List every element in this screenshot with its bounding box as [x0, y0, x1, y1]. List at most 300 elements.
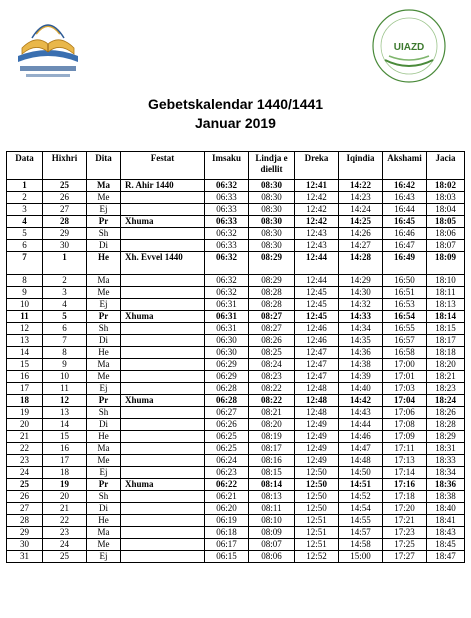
cell-hixhri: 9	[43, 359, 87, 371]
cell-festat	[121, 371, 205, 383]
cell-akshami: 16:44	[383, 204, 427, 216]
cell-lindja: 08:13	[249, 491, 295, 503]
cell-dreka: 12:51	[295, 527, 339, 539]
cell-jacia: 18:02	[427, 180, 465, 192]
cell-dreka: 12:52	[295, 551, 339, 563]
cell-festat: Xhuma	[121, 395, 205, 407]
cell-data: 29	[7, 527, 43, 539]
cell-festat	[121, 419, 205, 431]
cell-iqindia: 14:54	[339, 503, 383, 515]
cell-hixhri: 3	[43, 287, 87, 299]
cell-hixhri: 17	[43, 455, 87, 467]
cell-dreka: 12:50	[295, 491, 339, 503]
table-row	[7, 419, 465, 431]
cell-dita: Pr	[87, 216, 121, 228]
cell-dita: Di	[87, 240, 121, 252]
table-row	[7, 192, 465, 204]
table-row	[7, 527, 465, 539]
cell-imsaku: 06:32	[205, 275, 249, 287]
cell-imsaku: 06:32	[205, 287, 249, 299]
cell-festat	[121, 467, 205, 479]
cell-jacia: 18:29	[427, 431, 465, 443]
cell-data: 31	[7, 551, 43, 563]
cell-dita: Ej	[87, 383, 121, 395]
cell-iqindia: 14:22	[339, 180, 383, 192]
cell-dita: Ej	[87, 467, 121, 479]
cell-festat	[121, 204, 205, 216]
cell-data: 12	[7, 323, 43, 335]
table-row	[7, 216, 465, 228]
cell-dreka: 12:48	[295, 395, 339, 407]
table-row	[7, 407, 465, 419]
cell-dita: He	[87, 347, 121, 359]
cell-dreka: 12:46	[295, 323, 339, 335]
cell-festat	[121, 527, 205, 539]
cell-lindja: 08:19	[249, 431, 295, 443]
cell-data: 26	[7, 491, 43, 503]
cell-hixhri: 26	[43, 192, 87, 204]
cell-hixhri: 27	[43, 204, 87, 216]
cell-hixhri: 13	[43, 407, 87, 419]
cell-data: 24	[7, 467, 43, 479]
cell-iqindia: 14:26	[339, 228, 383, 240]
cell-hixhri: 23	[43, 527, 87, 539]
table-row	[7, 240, 465, 252]
table-row	[7, 551, 465, 563]
cell-dita: He	[87, 252, 121, 275]
cell-akshami: 16:58	[383, 347, 427, 359]
cell-jacia: 18:04	[427, 204, 465, 216]
cell-festat	[121, 228, 205, 240]
cell-data: 1	[7, 180, 43, 192]
cell-dreka: 12:50	[295, 479, 339, 491]
cell-lindja: 08:06	[249, 551, 295, 563]
cell-dreka: 12:41	[295, 180, 339, 192]
cell-festat: R. Ahir 1440	[121, 180, 205, 192]
cell-imsaku: 06:23	[205, 467, 249, 479]
cell-dita: Ma	[87, 275, 121, 287]
cell-imsaku: 06:30	[205, 347, 249, 359]
cell-data: 19	[7, 407, 43, 419]
table-row	[7, 228, 465, 240]
cell-jacia: 18:41	[427, 515, 465, 527]
cell-lindja: 08:23	[249, 371, 295, 383]
cell-festat	[121, 515, 205, 527]
cell-imsaku: 06:30	[205, 335, 249, 347]
cell-imsaku: 06:31	[205, 323, 249, 335]
cell-festat	[121, 335, 205, 347]
cell-festat	[121, 539, 205, 551]
table-row	[7, 311, 465, 323]
cell-data: 27	[7, 503, 43, 515]
cell-hixhri: 15	[43, 431, 87, 443]
cell-akshami: 17:04	[383, 395, 427, 407]
cell-dreka: 12:45	[295, 287, 339, 299]
cell-iqindia: 14:25	[339, 216, 383, 228]
cell-data: 28	[7, 515, 43, 527]
cell-dita: Me	[87, 371, 121, 383]
cell-iqindia: 14:40	[339, 383, 383, 395]
cell-akshami: 17:21	[383, 515, 427, 527]
cell-festat	[121, 503, 205, 515]
cell-festat	[121, 299, 205, 311]
cell-dita: Di	[87, 335, 121, 347]
cell-lindja: 08:24	[249, 359, 295, 371]
logo-text: UIAZD	[393, 42, 425, 53]
cell-hixhri: 22	[43, 515, 87, 527]
cell-iqindia: 14:33	[339, 311, 383, 323]
cell-data: 18	[7, 395, 43, 407]
cell-data: 30	[7, 539, 43, 551]
table-row	[7, 275, 465, 287]
cell-akshami: 16:49	[383, 252, 427, 275]
cell-imsaku: 06:32	[205, 180, 249, 192]
col-header-iqindia: Iqindia	[339, 152, 383, 180]
cell-hixhri: 1	[43, 252, 87, 275]
cell-lindja: 08:20	[249, 419, 295, 431]
cell-dreka: 12:49	[295, 431, 339, 443]
cell-lindja: 08:30	[249, 216, 295, 228]
cell-akshami: 16:57	[383, 335, 427, 347]
cell-dita: Di	[87, 419, 121, 431]
cell-iqindia: 14:35	[339, 335, 383, 347]
cell-jacia: 18:05	[427, 216, 465, 228]
cell-akshami: 16:53	[383, 299, 427, 311]
cell-dita: He	[87, 431, 121, 443]
cell-akshami: 17:11	[383, 443, 427, 455]
cell-data: 2	[7, 192, 43, 204]
cell-dreka: 12:44	[295, 275, 339, 287]
cell-lindja: 08:16	[249, 455, 295, 467]
cell-festat: Xhuma	[121, 479, 205, 491]
cell-dreka: 12:49	[295, 443, 339, 455]
cell-lindja: 08:25	[249, 347, 295, 359]
cell-hixhri: 28	[43, 216, 87, 228]
cell-festat	[121, 323, 205, 335]
cell-jacia: 18:20	[427, 359, 465, 371]
cell-dita: Ma	[87, 180, 121, 192]
cell-hixhri: 20	[43, 491, 87, 503]
cell-lindja: 08:28	[249, 287, 295, 299]
cell-data: 5	[7, 228, 43, 240]
cell-dreka: 12:50	[295, 503, 339, 515]
cell-imsaku: 06:29	[205, 359, 249, 371]
cell-lindja: 08:29	[249, 252, 295, 275]
cell-imsaku: 06:33	[205, 216, 249, 228]
cell-dita: Me	[87, 539, 121, 551]
cell-imsaku: 06:26	[205, 419, 249, 431]
cell-jacia: 18:24	[427, 395, 465, 407]
cell-iqindia: 14:30	[339, 287, 383, 299]
cell-iqindia: 15:00	[339, 551, 383, 563]
cell-hixhri: 5	[43, 311, 87, 323]
cell-data: 13	[7, 335, 43, 347]
cell-iqindia: 14:34	[339, 323, 383, 335]
cell-festat	[121, 443, 205, 455]
cell-iqindia: 14:29	[339, 275, 383, 287]
cell-imsaku: 06:32	[205, 228, 249, 240]
cell-dreka: 12:44	[295, 252, 339, 275]
cell-festat	[121, 287, 205, 299]
cell-dita: Di	[87, 503, 121, 515]
cell-dita: Me	[87, 287, 121, 299]
col-header-imsaku: Imsaku	[205, 152, 249, 180]
cell-imsaku: 06:28	[205, 395, 249, 407]
table-row	[7, 204, 465, 216]
cell-lindja: 08:11	[249, 503, 295, 515]
cell-festat	[121, 347, 205, 359]
cell-imsaku: 06:15	[205, 551, 249, 563]
cell-dita: He	[87, 515, 121, 527]
cell-dreka: 12:43	[295, 228, 339, 240]
table-row	[7, 252, 465, 275]
cell-akshami: 17:14	[383, 467, 427, 479]
cell-dita: Sh	[87, 491, 121, 503]
col-header-jacia: Jacia	[427, 152, 465, 180]
cell-dita: Sh	[87, 228, 121, 240]
cell-jacia: 18:15	[427, 323, 465, 335]
cell-iqindia: 14:55	[339, 515, 383, 527]
cell-akshami: 16:47	[383, 240, 427, 252]
cell-dita: Me	[87, 455, 121, 467]
cell-iqindia: 14:38	[339, 359, 383, 371]
cell-dreka: 12:51	[295, 515, 339, 527]
cell-lindja: 08:30	[249, 240, 295, 252]
cell-hixhri: 29	[43, 228, 87, 240]
cell-jacia: 18:33	[427, 455, 465, 467]
table-row	[7, 467, 465, 479]
cell-jacia: 18:11	[427, 287, 465, 299]
cell-data: 11	[7, 311, 43, 323]
table-row	[7, 347, 465, 359]
table-row	[7, 287, 465, 299]
col-header-lindja: Lindja e diellit	[249, 152, 295, 180]
cell-iqindia: 14:39	[339, 371, 383, 383]
table-row	[7, 299, 465, 311]
cell-akshami: 16:43	[383, 192, 427, 204]
cell-data: 25	[7, 479, 43, 491]
cell-festat	[121, 192, 205, 204]
cell-iqindia: 14:50	[339, 467, 383, 479]
cell-dreka: 12:51	[295, 539, 339, 551]
cell-iqindia: 14:24	[339, 204, 383, 216]
cell-dita: Pr	[87, 479, 121, 491]
col-header-festat: Festat	[121, 152, 205, 180]
cell-imsaku: 06:24	[205, 455, 249, 467]
cell-akshami: 17:13	[383, 455, 427, 467]
cell-data: 16	[7, 371, 43, 383]
col-header-akshami: Akshami	[383, 152, 427, 180]
cell-dreka: 12:48	[295, 407, 339, 419]
cell-dita: Ej	[87, 204, 121, 216]
cell-iqindia: 14:32	[339, 299, 383, 311]
handshake-icon	[385, 60, 433, 66]
cell-jacia: 18:28	[427, 419, 465, 431]
cell-data: 20	[7, 419, 43, 431]
cell-jacia: 18:18	[427, 347, 465, 359]
cell-data: 17	[7, 383, 43, 395]
cell-data: 3	[7, 204, 43, 216]
page-title: Gebetskalendar 1440/1441	[147, 96, 324, 112]
cell-iqindia: 14:36	[339, 347, 383, 359]
cell-imsaku: 06:33	[205, 204, 249, 216]
cell-iqindia: 14:47	[339, 443, 383, 455]
cell-dreka: 12:48	[295, 383, 339, 395]
table-row	[7, 383, 465, 395]
cell-akshami: 17:25	[383, 539, 427, 551]
col-header-dreka: Dreka	[295, 152, 339, 180]
table-row	[7, 335, 465, 347]
table-row	[7, 455, 465, 467]
cell-imsaku: 06:25	[205, 443, 249, 455]
cell-dita: Sh	[87, 323, 121, 335]
cell-hixhri: 16	[43, 443, 87, 455]
cell-akshami: 16:50	[383, 275, 427, 287]
cell-hixhri: 7	[43, 335, 87, 347]
cell-dreka: 12:43	[295, 240, 339, 252]
cell-jacia: 18:31	[427, 443, 465, 455]
cell-hixhri: 24	[43, 539, 87, 551]
table-row	[7, 491, 465, 503]
cell-akshami: 17:16	[383, 479, 427, 491]
cell-akshami: 17:09	[383, 431, 427, 443]
cell-lindja: 08:30	[249, 204, 295, 216]
cell-jacia: 18:10	[427, 275, 465, 287]
cell-hixhri: 11	[43, 383, 87, 395]
cell-imsaku: 06:31	[205, 311, 249, 323]
table-row	[7, 431, 465, 443]
cell-data: 14	[7, 347, 43, 359]
cell-imsaku: 06:25	[205, 431, 249, 443]
cell-dita: Ma	[87, 359, 121, 371]
cell-jacia: 18:23	[427, 383, 465, 395]
cell-jacia: 18:26	[427, 407, 465, 419]
cell-hixhri: 18	[43, 467, 87, 479]
cell-festat: Xhuma	[121, 216, 205, 228]
cell-dreka: 12:46	[295, 335, 339, 347]
cell-lindja: 08:15	[249, 467, 295, 479]
cell-imsaku: 06:31	[205, 299, 249, 311]
cell-akshami: 16:42	[383, 180, 427, 192]
table-row	[7, 371, 465, 383]
cell-dreka: 12:47	[295, 359, 339, 371]
cell-dita: Ma	[87, 443, 121, 455]
cell-data: 22	[7, 443, 43, 455]
cell-lindja: 08:30	[249, 228, 295, 240]
left-logo	[6, 4, 90, 82]
cell-akshami: 16:55	[383, 323, 427, 335]
cell-dreka: 12:50	[295, 467, 339, 479]
cell-dreka: 12:49	[295, 419, 339, 431]
cell-hixhri: 14	[43, 419, 87, 431]
cell-akshami: 17:00	[383, 359, 427, 371]
cell-festat	[121, 431, 205, 443]
cell-jacia: 18:06	[427, 228, 465, 240]
table-row	[7, 395, 465, 407]
cell-iqindia: 14:44	[339, 419, 383, 431]
table-row	[7, 180, 465, 192]
cell-lindja: 08:29	[249, 275, 295, 287]
cell-festat	[121, 491, 205, 503]
table-row	[7, 323, 465, 335]
cell-data: 4	[7, 216, 43, 228]
cell-lindja: 08:27	[249, 323, 295, 335]
cell-iqindia: 14:52	[339, 491, 383, 503]
cell-iqindia: 14:43	[339, 407, 383, 419]
cell-akshami: 17:01	[383, 371, 427, 383]
cell-lindja: 08:22	[249, 383, 295, 395]
cell-imsaku: 06:28	[205, 383, 249, 395]
cell-hixhri: 12	[43, 395, 87, 407]
cell-imsaku: 06:32	[205, 252, 249, 275]
cell-lindja: 08:10	[249, 515, 295, 527]
cell-dreka: 12:42	[295, 192, 339, 204]
cell-iqindia: 14:27	[339, 240, 383, 252]
cell-data: 21	[7, 431, 43, 443]
cell-data: 9	[7, 287, 43, 299]
cell-jacia: 18:03	[427, 192, 465, 204]
table-row	[7, 539, 465, 551]
page-subtitle: Januar 2019	[195, 115, 276, 131]
cell-data: 10	[7, 299, 43, 311]
cell-jacia: 18:43	[427, 527, 465, 539]
cell-akshami: 17:08	[383, 419, 427, 431]
cell-lindja: 08:07	[249, 539, 295, 551]
cell-dita: Pr	[87, 311, 121, 323]
cell-dreka: 12:42	[295, 204, 339, 216]
cell-iqindia: 14:42	[339, 395, 383, 407]
cell-akshami: 17:06	[383, 407, 427, 419]
cell-imsaku: 06:27	[205, 407, 249, 419]
cell-jacia: 18:34	[427, 467, 465, 479]
cell-akshami: 16:46	[383, 228, 427, 240]
cell-data: 8	[7, 275, 43, 287]
table-header-row	[7, 152, 465, 180]
right-logo	[355, 6, 463, 86]
cell-imsaku: 06:21	[205, 491, 249, 503]
cell-jacia: 18:47	[427, 551, 465, 563]
cell-iqindia: 14:23	[339, 192, 383, 204]
cell-akshami: 17:23	[383, 527, 427, 539]
cell-dita: Sh	[87, 407, 121, 419]
cell-iqindia: 14:58	[339, 539, 383, 551]
table-row	[7, 359, 465, 371]
cell-festat	[121, 275, 205, 287]
cell-dreka: 12:49	[295, 455, 339, 467]
cell-jacia: 18:09	[427, 252, 465, 275]
cell-iqindia: 14:46	[339, 431, 383, 443]
table-row	[7, 503, 465, 515]
table-row	[7, 443, 465, 455]
cell-akshami: 17:18	[383, 491, 427, 503]
cell-dita: Pr	[87, 395, 121, 407]
cell-hixhri: 8	[43, 347, 87, 359]
cell-lindja: 08:30	[249, 180, 295, 192]
cell-lindja: 08:14	[249, 479, 295, 491]
cell-iqindia: 14:48	[339, 455, 383, 467]
cell-lindja: 08:09	[249, 527, 295, 539]
cell-iqindia: 14:57	[339, 527, 383, 539]
cell-akshami: 17:20	[383, 503, 427, 515]
cell-imsaku: 06:19	[205, 515, 249, 527]
cell-data: 23	[7, 455, 43, 467]
cell-festat	[121, 383, 205, 395]
cell-data: 6	[7, 240, 43, 252]
cell-hixhri: 21	[43, 503, 87, 515]
cell-jacia: 18:21	[427, 371, 465, 383]
cell-akshami: 16:45	[383, 216, 427, 228]
cell-festat: Xhuma	[121, 311, 205, 323]
